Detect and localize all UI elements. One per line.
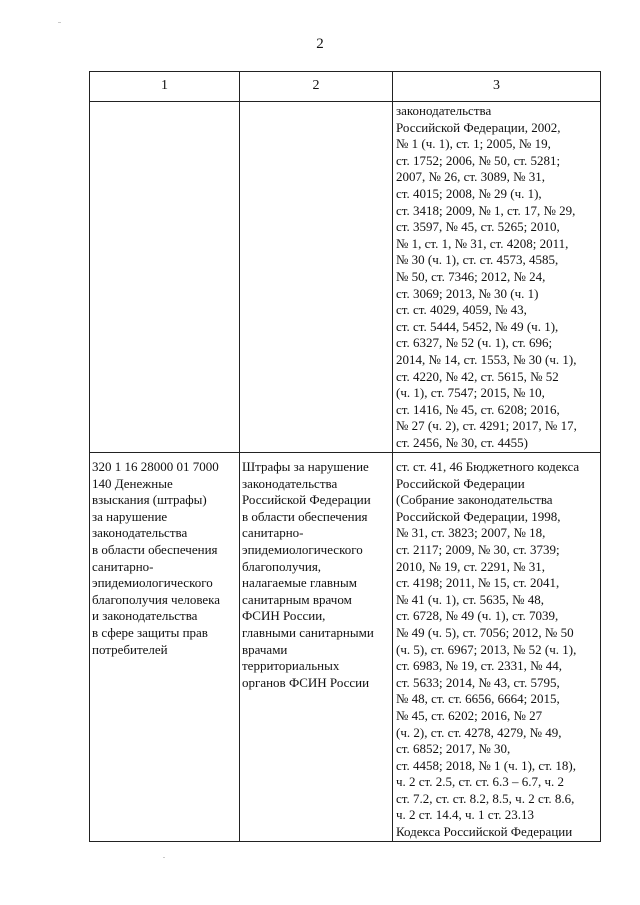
cell-text: ст. ст. 41, 46 Бюджетного кодекса Российской Федерации (Собрание законодательства Российской Федерации, 1998, № 31, ст. 3823; 2007, № 18, ст. 2117; 2009, № 30, ст. 3739; 2010, № 19, ст. 2291, № 31, ст. 4198; 2011, № 15, ст. 2041, № 41 (ч. 1), ст. 5635, № 48, ст. 6728, № 49 (ч. 1), ст. 7039, № 49 (ч. 5), ст. 7056; 2012, № 50 (ч. 5), ст. 6967; 2013, № 52 (ч. 1), ст. 6983, № 19, ст. 2331, № 44, ст. 5633; 2014, № 43, ст. 5795, № 48, ст. ст. 6656, 6664; 2015, № 45, ст. 6202; 2016, № 27 (ч. 2), ст. ст. 4278, 4279, № 49, ст. 6852; 2017, № 30, ст. 4458; 2018, № 1 (ч. 1), ст. 18), ч. 2 ст. 2.5, ст. ст. 6.3 – 6.7, ч. 2 ст. 7.2, ст. ст. 8.2, 8.5, ч. 2 ст. 8.6, ч. 2 ст. 14.4, ч. 1 ст. 23.13 Кодекса Российской Федерации (396, 459, 580, 840)
scan-artifact (58, 22, 61, 23)
table-row (90, 102, 601, 453)
column-header-1: 1 (90, 72, 240, 102)
cell-text: законодательства Российской Федерации, 2002, № 1 (ч. 1), ст. 1; 2005, № 19, ст. 1752; 2006, № 50, ст. 5281; 2007, № 26, ст. 3089, № 31, ст. 4015; 2008, № 29 (ч. 1), ст. 3418; 2009, № 1, ст. 17, № 29, ст. 3597, № 45, ст. 5265; 2010, № 1, ст. 1, № 31, ст. 4208; 2011, № 30 (ч. 1), ст. ст. 4573, 4585, № 50, ст. 7346; 2012, № 24, ст. 3069; 2013, № 30 (ч. 1) ст. ст. 4029, 4059, № 43, ст. ст. 5444, 5452, № 49 (ч. 1), ст. 6327, № 52 (ч. 1), ст. 696; 2014, № 14, ст. 1553, № 30 (ч. 1), ст. 4220, № 42, ст. 5615, № 52 (ч. 1), ст. 7547; 2015, № 10, ст. 1416, № 45, ст. 6208; 2016, № 27 (ч. 2), ст. 4291; 2017, № 17, ст. 2456, № 30, ст. 4455) (396, 103, 577, 450)
table-header-row (90, 72, 601, 102)
table-cell-description (240, 453, 393, 842)
table-cell-legal-basis (393, 453, 601, 842)
table-cell-legal-basis (393, 102, 601, 453)
cell-text: 320 1 16 28000 01 7000 140 Денежные взыскания (штрафы) за нарушение законодательства в области обеспечения санитарно- эпидемиологического благополучия человека и законодательства в сфере защиты прав потребителей (92, 459, 221, 657)
cell-text: Штрафы за нарушение законодательства Российской Федерации в области обеспечения санитарно- эпидемиологического благополучия, налагаемые главным санитарным врачом ФСИН России, главными санитарными врачами территориальных органов ФСИН России (242, 459, 374, 690)
scan-artifact (163, 857, 165, 858)
column-header-3: 3 (393, 72, 601, 102)
table-cell-description (240, 102, 393, 453)
page-number: 2 (316, 36, 324, 52)
table-row (90, 453, 601, 842)
legal-reference-table (89, 71, 601, 842)
column-header-2: 2 (240, 72, 393, 102)
table-cell-code (90, 453, 240, 842)
table-cell-code (90, 102, 240, 453)
